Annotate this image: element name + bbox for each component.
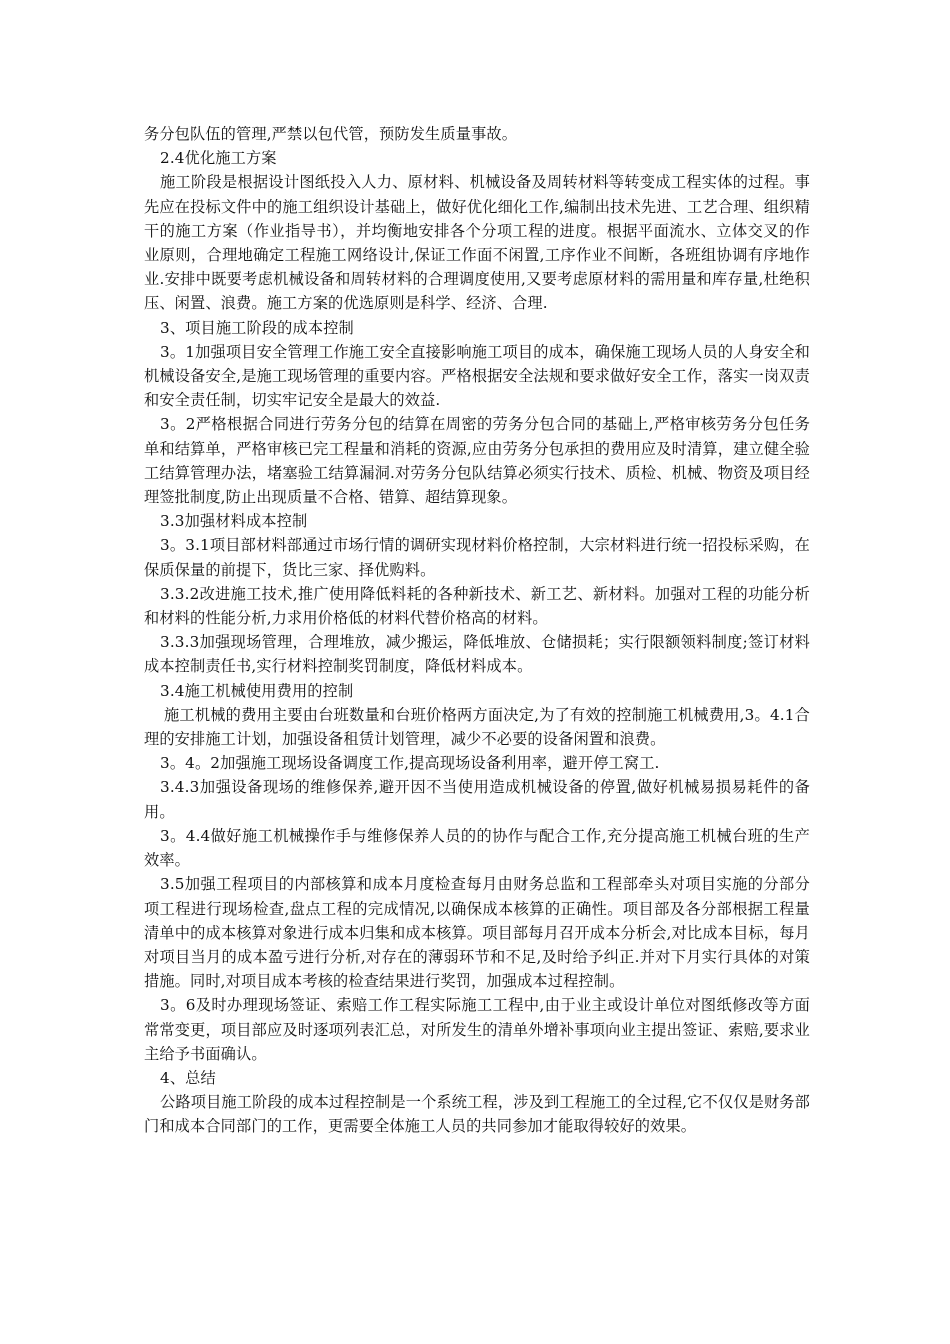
document-body: [144, 122, 810, 1139]
paragraph-3-5: 3.5加强工程项目的内部核算和成本月度检查每月由财务总监和工程部牵头对项目实施的分部分项工程进行现场检查,盘点工程的完成情况,以确保成本核算的正确性。项目部及各分部根据工程量清单中的成本核算对象进行成本归集和成本核算。项目部每月召开成本分析会,对比成本目标，每月对项目当月的成本盈亏进行分析,对存在的薄弱环节和不足,及时给予纠正.并对下月实行具体的对策措施。同时,对项目成本考核的检查结果进行奖罚，加强成本过程控制。: [144, 875, 810, 991]
paragraph-3-4-2: 3。4。2加强施工现场设备调度工作,提高现场设备利用率，避开停工窝工.: [160, 754, 660, 773]
paragraph-3-4-3: 3.4.3加强设备现场的维修保养,避开因不当使用造成机械设备的停置,做好机械易损易耗件的备用。: [144, 778, 810, 821]
paragraph-3-1: 3。1加强项目安全管理工作施工安全直接影响施工项目的成本，确保施工现场人员的人身安全和机械设备安全,是施工现场管理的重要内容。严格根据安全法规和要求做好安全工作，落实一岗双责和安全责任制，切实牢记安全是最大的效益.: [144, 342, 810, 410]
paragraph-3-6: 3。6及时办理现场签证、索赔工作工程实际施工工程中,由于业主或设计单位对图纸修改等方面常常变更，项目部应及时逐项列表汇总，对所发生的清单外增补事项向业主提出签证、索赔,要求业主给予书面确认。: [144, 996, 810, 1063]
paragraph-3-3-3: 3.3.3加强现场管理，合理堆放，减少搬运，降低堆放、仓储损耗；实行限额领料制度;签订材料成本控制责任书,实行材料控制奖罚制度，降低材料成本。: [144, 633, 810, 676]
paragraph-3-4-4: 3。4.4做好施工机械操作手与维修保养人员的的协作与配合工作,充分提高施工机械台班的生产效率。: [144, 826, 810, 870]
paragraph-construction-plan: 施工阶段是根据设计图纸投入人力、原材料、机械设备及周转材料等转变成工程实体的过程。事先应在投标文件中的施工组织设计基础上，做好优化细化工作,编制出技术先进、工艺合理、组织精干的施工方案（作业指导书），并均衡地安排各个分项工程的进度。根据平面流水、立体交叉的作业原则，合理地确定工程施工网络设计,保证工作面不闲置,工序作业不间断，各班组协调有序地作业.安排中既要考虑机械设备和周转材料的合理调度使用,又要考虑原材料的需用量和库存量,杜绝积压、闲置、浪费。施工方案的优选原则是科学、经济、合理.: [144, 173, 810, 313]
paragraph-summary: 公路项目施工阶段的成本过程控制是一个系统工程，涉及到工程施工的全过程,它不仅仅是财务部门和成本合同部门的工作，更需要全体施工人员的共同参加才能取得较好的效果。: [144, 1093, 810, 1136]
section-heading-4: 4、总结: [160, 1068, 216, 1087]
paragraph-3-3-1: 3。3.1项目部材料部通过市场行情的调研实现材料价格控制，大宗材料进行统一招投标采购，在保质保量的前提下，货比三家、择优购料。: [144, 536, 810, 579]
section-heading-3-4: 3.4施工机械使用费用的控制: [160, 681, 354, 700]
paragraph-3-2: 3。2严格根据合同进行劳务分包的结算在周密的劳务分包合同的基础上,严格审核劳务分包任务单和结算单，严格审核已完工程量和消耗的资源,应由劳务分包承担的费用应及时清算，建立健全验工结算管理办法，堵塞验工结算漏洞.对劳务分包队结算必须实行技术、质检、机械、物资及项目经理签批制度,防止出现质量不合格、错算、超结算现象。: [144, 415, 810, 507]
section-heading-2-4: 2.4优化施工方案: [160, 149, 277, 168]
section-heading-3: 3、项目施工阶段的成本控制: [160, 318, 354, 337]
section-heading-3-3: 3.3加强材料成本控制: [160, 512, 308, 531]
paragraph-3-4: 施工机械的费用主要由台班数量和台班价格两方面决定,为了有效的控制施工机械费用,3。4.1合理的安排施工计划，加强设备租赁计划管理，减少不必要的设备闲置和浪费。: [144, 705, 810, 749]
paragraph-continuation: 务分包队伍的管理,严禁以包代管，预防发生质量事故。: [144, 125, 518, 143]
paragraph-3-3-2: 3.3.2改进施工技术,推广使用降低料耗的各种新技术、新工艺、新材料。加强对工程的功能分析和材料的性能分析,力求用价格低的材料代替价格高的材料。: [144, 584, 810, 628]
